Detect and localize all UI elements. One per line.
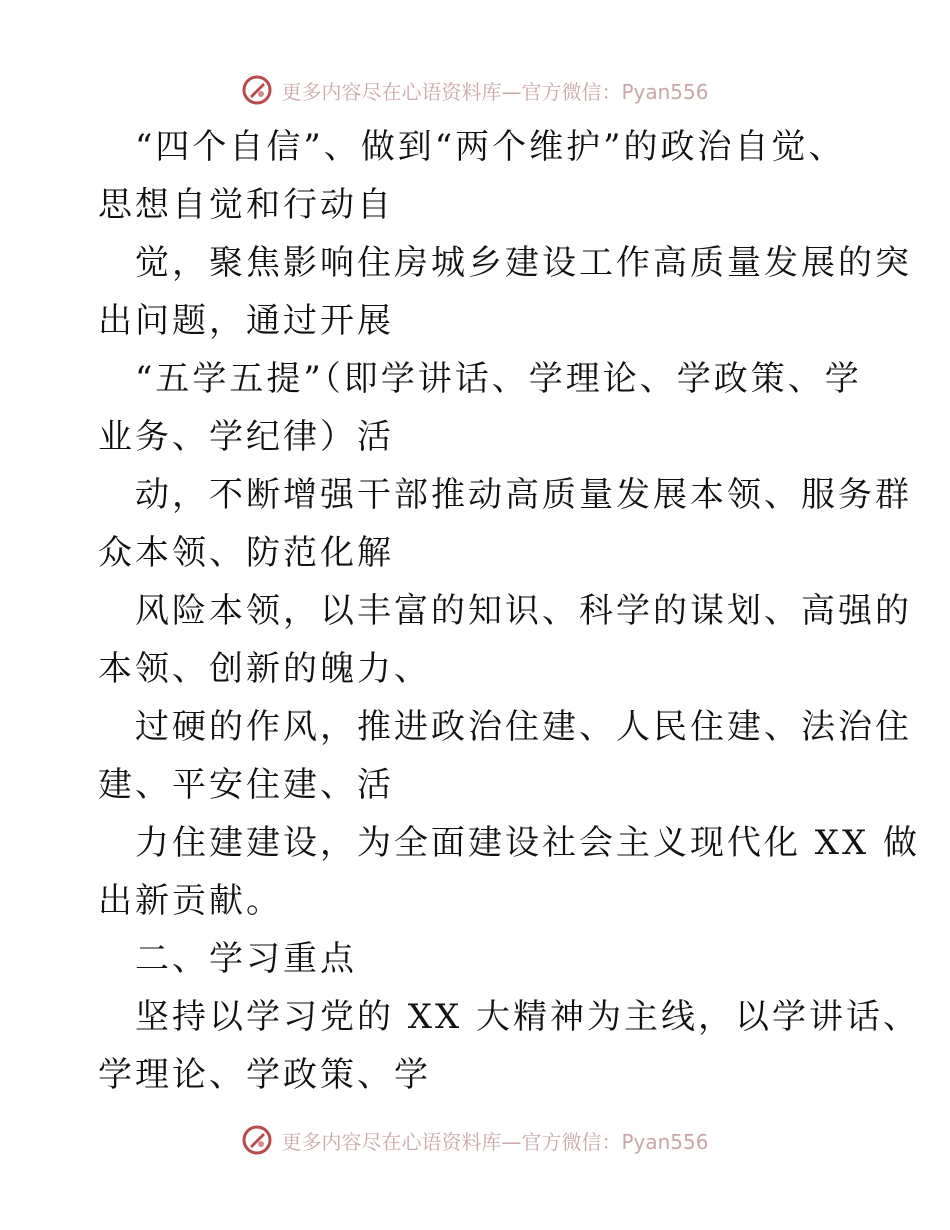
watermark-logo-icon — [241, 74, 273, 106]
text-line: 动，不断增强干部推动高质量发展本领、服务群 — [135, 475, 912, 515]
watermark-text: 更多内容尽在心语资料库—官方微信：Pyan556 — [281, 79, 709, 104]
text-line: 学理论、学政策、学 — [98, 1055, 431, 1095]
text-line: “四个自信”、做到“两个维护”的政治自觉、 — [135, 127, 846, 167]
watermark-text: 更多内容尽在心语资料库—官方微信：Pyan556 — [281, 1129, 709, 1154]
text-line: 力住建建设，为全面建设社会主义现代化 XX 做 — [135, 823, 921, 863]
text-line: 觉，聚焦影响住房城乡建设工作高质量发展的突 — [135, 243, 912, 283]
section-heading: 二、学习重点 — [135, 939, 357, 979]
text-line: 本领、创新的魄力、 — [98, 649, 431, 689]
text-line: 过硬的作风，推进政治住建、人民住建、法治住 — [135, 707, 912, 747]
header-watermark — [0, 70, 950, 110]
text-line: 建、平安住建、活 — [98, 765, 394, 805]
text-line: 众本领、防范化解 — [98, 533, 394, 573]
document-body — [98, 118, 921, 1104]
text-line: 业务、学纪律）活 — [98, 417, 394, 457]
text-line: 风险本领，以丰富的知识、科学的谋划、高强的 — [135, 591, 912, 631]
watermark-logo-icon — [241, 1124, 273, 1156]
text-line: 出问题，通过开展 — [98, 301, 394, 341]
text-line: 出新贡献。 — [98, 881, 283, 921]
text-line: 思想自觉和行动自 — [98, 185, 394, 225]
footer-watermark — [0, 1120, 950, 1160]
text-line: 坚持以学习党的 XX 大精神为主线，以学讲话、 — [135, 997, 921, 1037]
text-line: “五学五提”（即学讲话、学理论、学政策、学 — [135, 359, 862, 399]
